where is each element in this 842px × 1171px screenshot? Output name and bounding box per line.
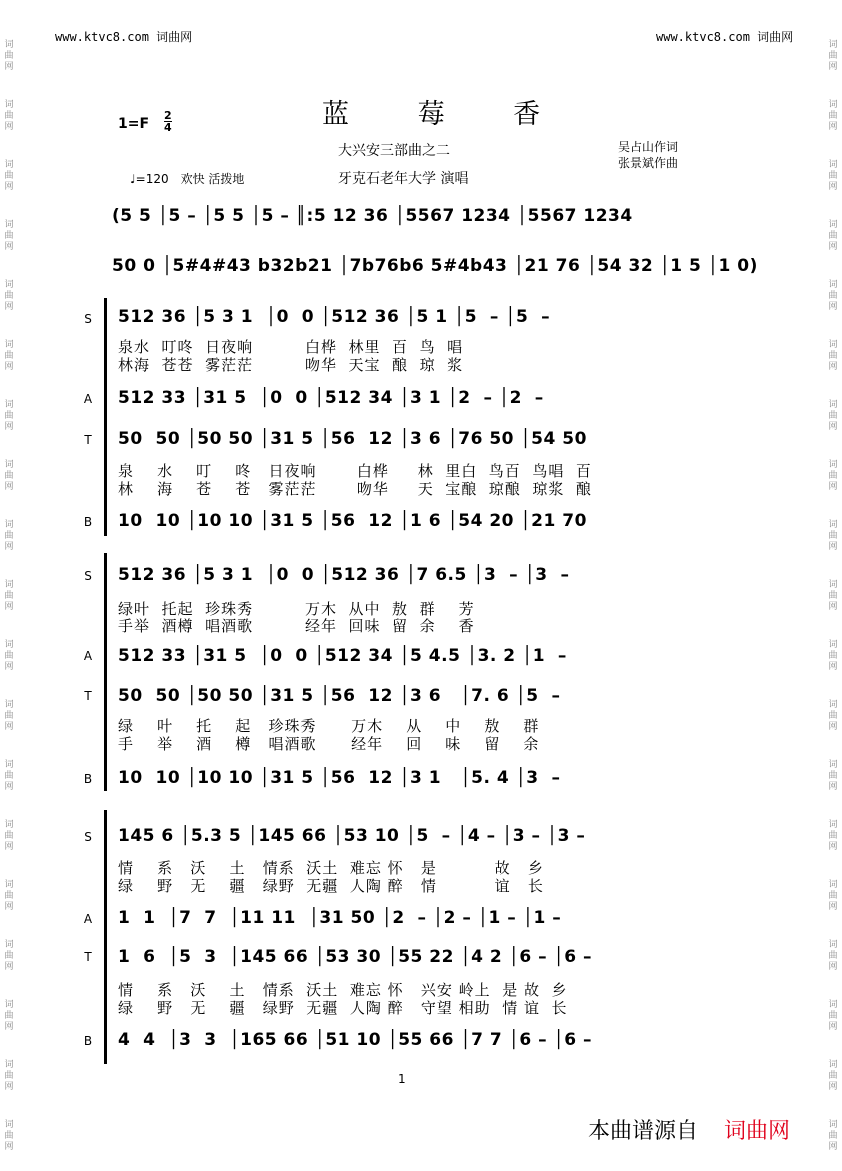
- s3-tenor-lyric-2: 绿 野 无 疆 绿野 无疆 人陶 醉 守望 相助 情 谊 长: [118, 999, 568, 1017]
- s1-soprano-lyric-2: 林海 苍苍 雾茫茫 吻华 天宝 酿 琼 浆: [118, 356, 464, 374]
- part-label-b: B: [83, 515, 93, 529]
- side-watermark-text: 词 曲 网: [4, 400, 14, 432]
- s1-tenor-lyric-2: 林 海 苍 苍 雾茫茫 吻华 天 宝酿 琼酿 琼浆 酿: [118, 480, 592, 498]
- side-watermark-text: 词 曲 网: [828, 820, 838, 852]
- side-watermark-text: 词 曲 网: [4, 220, 14, 252]
- page-number: 1: [398, 1072, 406, 1086]
- side-watermark-text: 词 曲 网: [828, 580, 838, 612]
- side-watermark-text: 词 曲 网: [4, 940, 14, 972]
- side-watermark-text: 词 曲 网: [4, 760, 14, 792]
- side-watermark-text: 词 曲 网: [4, 1060, 14, 1092]
- side-watermark-text: 词 曲 网: [828, 520, 838, 552]
- s2-tenor-notes: 50 50 │50 50 │31 5 │56 12 │3 6 │7. 6 │5 –: [118, 686, 561, 706]
- side-watermark-text: 词 曲 网: [828, 760, 838, 792]
- part-label-a: A: [83, 392, 93, 406]
- s3-soprano-lyric-2: 绿 野 无 疆 绿野 无疆 人陶 醉 情 谊 长: [118, 877, 544, 895]
- s1-soprano-lyric-1: 泉水 叮咚 日夜响 白桦 林里 百 鸟 唱: [118, 338, 464, 356]
- side-watermark-text: 词 曲 网: [4, 700, 14, 732]
- tempo-marking: ♩=120 欢快 活拨地: [130, 172, 245, 186]
- s1-alto-notes: 512 33 │31 5 │0 0 │512 34 │3 1 │2 – │2 –: [118, 388, 544, 408]
- footer-brand-link[interactable]: 词曲网: [724, 1119, 791, 1144]
- s3-soprano-notes: 145 6 │5.3 5 │145 66 │53 10 │5 – │4 – │3 – │3 –: [118, 826, 586, 846]
- side-watermark-text: 词 曲 网: [828, 940, 838, 972]
- header-left-url[interactable]: www.ktvc8.com 词曲网: [55, 30, 193, 44]
- s1-tenor-lyric-1: 泉 水 叮 咚 日夜响 白桦 林 里白 鸟百 鸟唱 百: [118, 462, 592, 480]
- s3-tenor-lyric-1: 情 系 沃 土 情系 沃土 难忘 怀 兴安 岭上 是 故 乡: [118, 981, 568, 999]
- s3-soprano-lyric-1: 情 系 沃 土 情系 沃土 难忘 怀 是 故 乡: [118, 859, 544, 877]
- side-watermark-text: 词 曲 网: [828, 700, 838, 732]
- side-watermark-text: 词 曲 网: [828, 460, 838, 492]
- side-watermark-text: 词 曲 网: [828, 1120, 838, 1152]
- composer: 张景斌作曲: [618, 156, 679, 170]
- side-watermark-text: 词 曲 网: [828, 1060, 838, 1092]
- performer: 牙克石老年大学 演唱: [338, 171, 469, 187]
- system-2-bracket: [104, 553, 107, 791]
- side-watermark-text: 词 曲 网: [828, 640, 838, 672]
- part-label-b-2: B: [83, 772, 93, 786]
- side-watermark-text: 词 曲 网: [828, 400, 838, 432]
- side-watermark-text: 词 曲 网: [4, 1000, 14, 1032]
- part-label-a-3: A: [83, 912, 93, 926]
- s2-soprano-lyric-1: 绿叶 托起 珍珠秀 万木 从中 敖 群 芳: [118, 600, 475, 618]
- side-watermark-text: 词 曲 网: [4, 100, 14, 132]
- s3-bass-notes: 4 4 │3 3 │165 66 │51 10 │55 66 │7 7 │6 – │6 –: [118, 1030, 592, 1050]
- system-1-bracket: [104, 298, 107, 536]
- s3-tenor-notes: 1 6 │5 3 │145 66 │53 30 │55 22 │4 2 │6 – │6 –: [118, 947, 592, 967]
- intro-line-1: (5 5 │5 – │5 5 │5 – ║:5 12 36 │5567 1234 │5567 1234: [112, 206, 633, 226]
- side-watermark-text: 词 曲 网: [828, 220, 838, 252]
- s2-tenor-lyric-2: 手 举 酒 樽 唱酒歌 经年 回 味 留 余: [118, 735, 540, 753]
- side-watermark-text: 词 曲 网: [828, 280, 838, 312]
- side-watermark-text: 词 曲 网: [4, 880, 14, 912]
- part-label-s-3: S: [84, 830, 92, 844]
- s2-soprano-notes: 512 36 │5 3 1 │0 0 │512 36 │7 6.5 │3 – │3 –: [118, 565, 570, 585]
- header-right-url[interactable]: www.ktvc8.com 词曲网: [656, 30, 794, 44]
- side-watermark-text: 词 曲 网: [4, 40, 14, 72]
- system-3-bracket: [104, 810, 107, 1064]
- part-label-t-3: T: [84, 950, 92, 964]
- s2-bass-notes: 10 10 │10 10 │31 5 │56 12 │3 1 │5. 4 │3 –: [118, 768, 561, 788]
- part-label-s: S: [84, 312, 92, 326]
- song-title: 蓝 莓 香: [322, 99, 571, 130]
- side-watermark-text: 词 曲 网: [4, 520, 14, 552]
- s3-alto-notes: 1 1 │7 7 │11 11 │31 50 │2 – │2 – │1 – │1 –: [118, 908, 562, 928]
- side-watermark-text: 词 曲 网: [828, 40, 838, 72]
- part-label-s-2: S: [84, 569, 92, 583]
- part-label-a-2: A: [83, 649, 93, 663]
- side-watermark-text: 词 曲 网: [828, 340, 838, 372]
- part-label-t: T: [84, 433, 92, 447]
- footer-source-label: 本曲谱源自: [588, 1119, 699, 1144]
- side-watermark-text: 词 曲 网: [4, 160, 14, 192]
- s1-soprano-notes: 512 36 │5 3 1 │0 0 │512 36 │5 1 │5 – │5 –: [118, 307, 551, 327]
- side-watermark-text: 词 曲 网: [4, 580, 14, 612]
- side-watermark-text: 词 曲 网: [4, 820, 14, 852]
- side-watermark-text: 词 曲 网: [4, 460, 14, 492]
- side-watermark-text: 词 曲 网: [4, 280, 14, 312]
- side-watermark-text: 词 曲 网: [4, 1120, 14, 1152]
- s1-tenor-notes: 50 50 │50 50 │31 5 │56 12 │3 6 │76 50 │54 50: [118, 429, 587, 449]
- s2-alto-notes: 512 33 │31 5 │0 0 │512 34 │5 4.5 │3. 2 │1 –: [118, 646, 567, 666]
- side-watermark-text: 词 曲 网: [4, 640, 14, 672]
- key-signature: 1=F: [118, 116, 150, 132]
- s2-tenor-lyric-1: 绿 叶 托 起 珍珠秀 万木 从 中 敖 群: [118, 717, 540, 735]
- side-watermark-text: 词 曲 网: [828, 160, 838, 192]
- part-label-t-2: T: [84, 689, 92, 703]
- s2-soprano-lyric-2: 手举 酒樽 唱酒歌 经年 回味 留 余 香: [118, 617, 475, 635]
- lyricist: 吴占山作词: [618, 140, 679, 154]
- subtitle: 大兴安三部曲之二: [338, 143, 450, 159]
- intro-line-2: 50 0 │5#4#43 b32b21 │7b76b6 5#4b43 │21 76 │54 32 │1 5 │1 0): [112, 256, 758, 276]
- s1-bass-notes: 10 10 │10 10 │31 5 │56 12 │1 6 │54 20 │21 70: [118, 511, 587, 531]
- side-watermark-text: 词 曲 网: [828, 100, 838, 132]
- side-watermark-text: 词 曲 网: [4, 340, 14, 372]
- side-watermark-text: 词 曲 网: [828, 880, 838, 912]
- time-signature: 2 4: [164, 109, 172, 134]
- part-label-b-3: B: [83, 1034, 93, 1048]
- side-watermark-text: 词 曲 网: [828, 1000, 838, 1032]
